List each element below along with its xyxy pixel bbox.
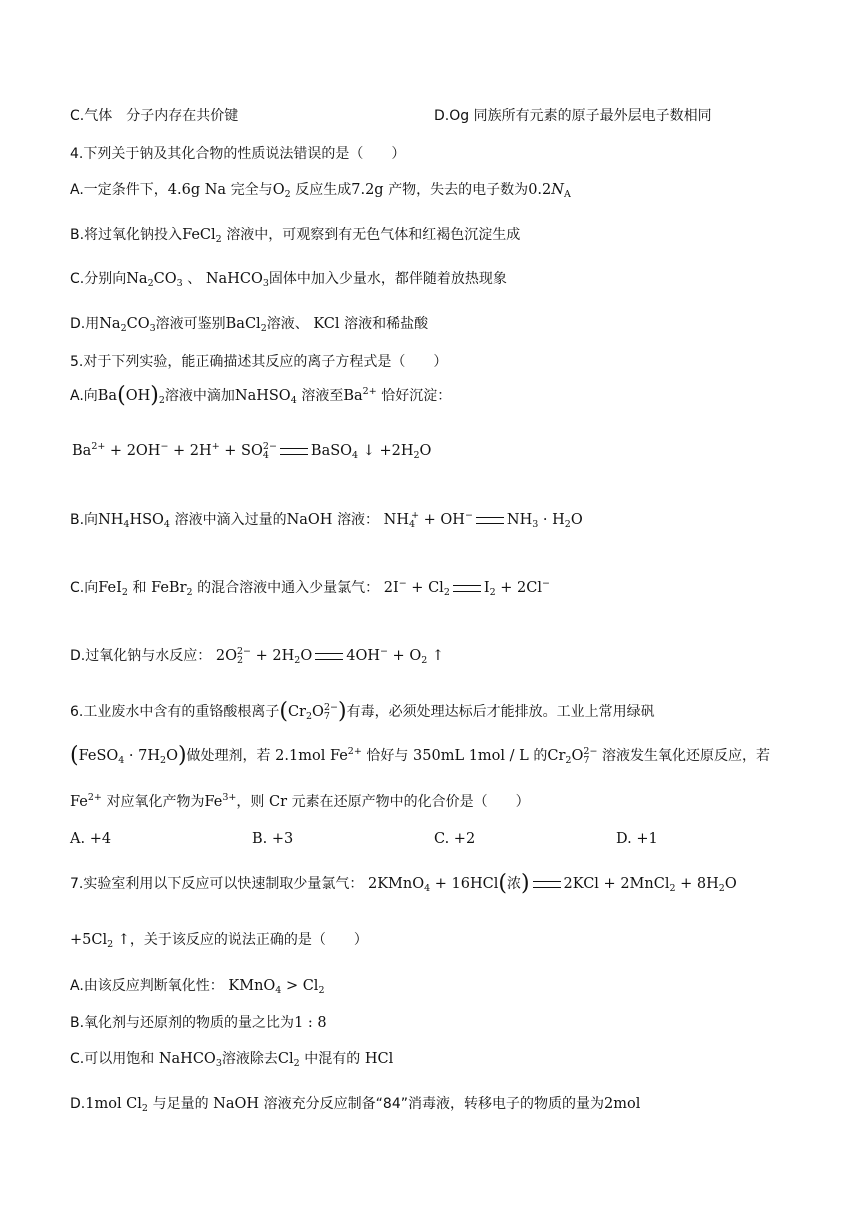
q4-stem: 4.下列关于钠及其化合物的性质说法错误的是（ ） [70,146,406,162]
q6-option-d: D. +1 [616,831,658,847]
q5-option-a: A.向$Ba(OH)_2$溶液中滴加NaHSO$_4$ 溶液至$Ba^{2+}$ 恰好沉淀： [70,383,452,408]
q7-stem-line1: 7.实验室利用以下反应可以快速制取少量氯气： 2KMnO$_4$ + 16HCl(浓) 2KCl + 2MnCl$_2$ + $8H_2O$ [70,871,737,896]
q7-option-b: B.氧化剂与还原剂的物质的量之比为1 : 8 [70,1015,327,1031]
q5-stem: 5.对于下列实验，能正确描述其反应的离子方程式是（ ） [70,354,448,370]
q4-option-c: C.分别向$Na_2CO_3$ 、 NaHCO$_3$固体中加入少量水，都伴随着放热现象 [70,271,507,289]
q7-option-a: A.由该反应判断氧化性： KMnO$_4$ > $Cl_2$ [70,978,325,996]
q6-stem-line2: (FeSO$_4$ · $7H_2O$)做处理剂，若 2.1mol $Fe^{2+}$ 恰好与 350mL 1mol / L 的$Cr_2O_7^{2-}$ 溶液发生氧化还原反应，若 [70,743,771,768]
q5-equation-a: $Ba^{2+} + 2OH^- + 2H^+ + SO_4^{2-}$ BaSO$_4$ ↓ $+2H_2O$ [72,441,432,461]
q6-option-b: B. +3 [252,831,294,847]
q4-option-b: B.将过氧化钠投入FeCl$_2$ 溶液中，可观察到有无色气体和红褐色沉淀生成 [70,227,521,245]
q3-option-d: D.Og 同族所有元素的原子最外层电子数相同 [434,108,712,124]
q6-option-a: A. +4 [70,831,112,847]
q7-option-c: C.可以用饱和 NaHCO$_3$溶液除去$Cl_2$ 中混有的 HCl [70,1051,394,1069]
q6-option-c: C. +2 [434,831,476,847]
q6-stem-line3: $Fe^{2+}$ 对应氧化产物为$Fe^{3+}$，则 Cr 元素在还原产物中的化合价是（ ） [70,792,530,810]
q5-option-b: B.向$NH_4HSO_4$ 溶液中滴入过量的NaOH 溶液： $NH_4^+ + OH^-$ $NH_3 \cdot H_2O$ [70,510,583,530]
q7-option-d: D.1mol $Cl_2$ 与足量的 NaOH 溶液充分反应制备“84”消毒液，转移电子的物质的量为2mol [70,1096,641,1114]
q6-stem-line1: 6.工业废水中含有的重铬酸根离子$(Cr_2O_7^{2-})$有毒，必须处理达标后才能排放。工业上常用绿矾 [70,699,655,724]
q5-option-c: C.向FeI$_2$ 和 FeBr$_2$ 的混合溶液中通入少量氯气： $2I^- + Cl_2$ $I_2 + 2Cl^-$ [70,578,550,598]
q4-option-a: A.一定条件下，4.6g Na 完全与$O_2$ 反应生成7.2g 产物，失去的电子数为$0.2N_A$ [70,182,571,200]
q5-option-d: D.过氧化钠与水反应： $2O_2^{2-} + 2H_2O$ $4OH^- + O_2$ ↑ [70,646,445,666]
q4-option-d: D.用$Na_2CO_3$溶液可鉴别BaCl$_2$溶液、 KCl 溶液和稀盐酸 [70,316,429,334]
q3-option-c: C.气体 分子内存在共价键 [70,108,239,124]
q7-stem-line2: $+5Cl_2$ ↑，关于该反应的说法正确的是（ ） [70,932,368,950]
